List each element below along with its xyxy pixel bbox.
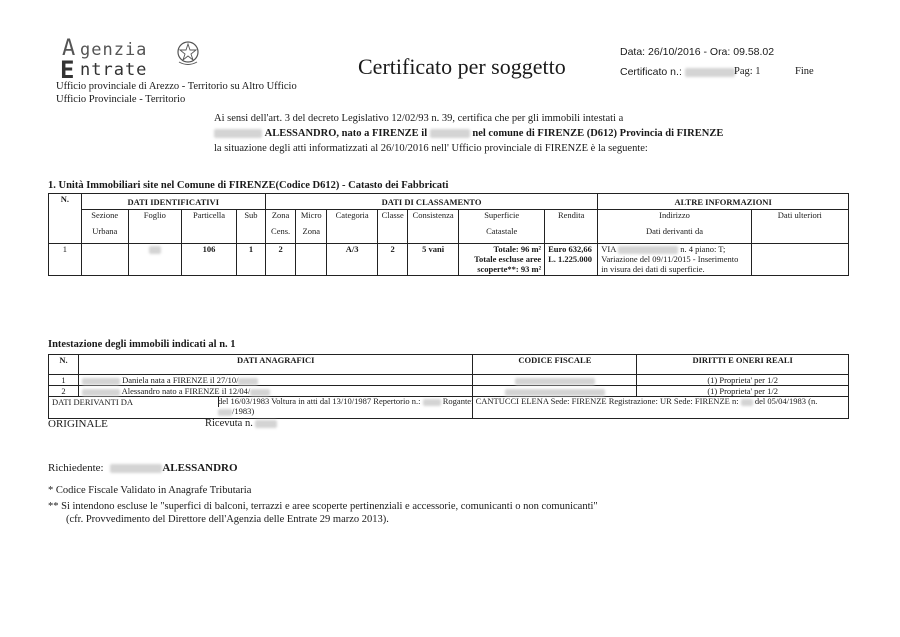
header-diritti: DIRITTI E ONERI REALI (637, 355, 849, 375)
col-categoria: Categoria (327, 210, 378, 244)
col-consistenza: Consistenza (408, 210, 459, 244)
row-categoria: A/3 (327, 244, 378, 276)
intro-line-1: Ai sensi dell'art. 3 del decreto Legislativo 12/02/93 n. 39, certifica che per gli immobili intestati a (214, 113, 624, 124)
properties-table (48, 193, 849, 276)
col-sub: Sub (237, 210, 266, 244)
row-sub: 1 (237, 244, 266, 276)
owner-codice-fiscale (473, 375, 637, 386)
logo-word-bottom: ntrate (80, 60, 148, 80)
intro-comune: nel comune di FIRENZE (D612) Provincia di FIRENZE (472, 128, 724, 139)
col-ulteriori: Dati ulteriori (751, 210, 848, 244)
office-line-1: Ufficio provinciale di Arezzo - Territorio su Altro Ufficio (56, 81, 297, 92)
col-classe: Classe (378, 210, 408, 244)
ricevuta-number: Ricevuta n. (205, 418, 277, 429)
section-1-title: 1. Unità Immobiliari site nel Comune di FIRENZE(Codice D612) - Catasto dei Fabbricati (48, 180, 449, 191)
row-superficie: Totale: 96 m² Totale escluse aree scoperte**: 93 m² (459, 244, 545, 276)
footnote-2: ** Si intendono escluse le "superfici di balconi, terrazzi e aree scoperte pertinenziali e accessorie, comunicanti o non comunicanti" (48, 501, 598, 512)
owner-name: Daniela nata a FIRENZE il 27/10/ (78, 375, 472, 386)
row-consistenza: 5 vani (408, 244, 459, 276)
row-micro-zona (296, 244, 327, 276)
date-time: Data: 26/10/2016 - Ora: 09.58.02 (620, 46, 775, 58)
header-identificativi: DATI IDENTIFICATIVI (81, 194, 265, 210)
owner-name: Alessandro nato a FIRENZE il 12/04/ (78, 386, 472, 397)
row-indirizzo: VIA n. 4 piano: T; Variazione del 09/11/2015 - Inserimento in visura dei dati di superficie. (598, 244, 751, 276)
table-row (49, 375, 849, 386)
table-row (49, 244, 849, 276)
office-line-2: Ufficio Provinciale - Territorio (56, 94, 186, 105)
logo-word-top: genzia (80, 40, 148, 60)
intro-name: ALESSANDRO, nato a FIRENZE il (264, 128, 428, 139)
end-marker: Fine (795, 66, 814, 77)
row-sezione (81, 244, 128, 276)
header-classamento: DATI DI CLASSAMENTO (265, 194, 598, 210)
owner-diritto: (1) Proprieta' per 1/2 (637, 375, 849, 386)
logo-letter-a: A (62, 36, 76, 61)
footnote-3: (cfr. Provvedimento del Direttore dell'Agenzia delle Entrate 29 marzo 2013). (66, 514, 389, 525)
emblem-icon (176, 40, 200, 66)
col-particella: Particella (181, 210, 236, 244)
intro-line-2 (214, 128, 723, 139)
col-foglio: Foglio (128, 210, 181, 244)
derivanti-label: DATI DERIVANTI DA (49, 397, 473, 419)
logo-letter-e: E (60, 56, 75, 84)
intro-line-3: la situazione degli atti informatizzati al 26/10/2016 nell' Ufficio provinciale di FIRENZE è la seguente: (214, 143, 648, 154)
header-anagrafici: DATI ANAGRAFICI (78, 355, 472, 375)
col-micro-zona: Micro Zona (296, 210, 327, 244)
header-n: N. (49, 355, 79, 375)
section-2-title: Intestazione degli immobili indicati al n. 1 (48, 339, 236, 350)
owner-codice-fiscale (473, 386, 637, 397)
certificate-number (620, 66, 735, 78)
richiedente-label: Richiedente: (48, 462, 104, 474)
row-rendita: Euro 632,66 L. 1.225.000 (545, 244, 598, 276)
owner-n: 1 (49, 375, 79, 386)
owner-n: 2 (49, 386, 79, 397)
col-indirizzo: Indirizzo Dati derivanti da (598, 210, 751, 244)
richiedente-name: ALESSANDRO (162, 462, 238, 474)
row-ulteriori (751, 244, 848, 276)
originale-label: ORIGINALE (48, 418, 108, 430)
col-rendita: Rendita (545, 210, 598, 244)
row-n: 1 (49, 244, 82, 276)
document-title: Certificato per soggetto (358, 54, 566, 79)
col-sezione: Sezione Urbana (81, 210, 128, 244)
row-zona-cens: 2 (265, 244, 296, 276)
col-zona-cens: Zona Cens. (265, 210, 296, 244)
page-number: Pag: 1 (734, 66, 761, 77)
col-superficie: Superficie Catastale (459, 210, 545, 244)
footnote-1: * Codice Fiscale Validato in Anagrafe Tributaria (48, 485, 252, 496)
derivanti-details: del 16/03/1983 Voltura in atti dal 13/10/1987 Repertorio n.: Rogante: CANTUCCI ELENA Sede: FIRENZE Registrazione: UR Sede: FIRENZE n: del 05/04/1983 (n. /1983) (218, 396, 818, 416)
row-particella: 106 (181, 244, 236, 276)
header-altre-info: ALTRE INFORMAZIONI (598, 194, 849, 210)
owner-diritto: (1) Proprieta' per 1/2 (637, 386, 849, 397)
row-foglio (128, 244, 181, 276)
header-n: N. (49, 194, 82, 244)
row-classe: 2 (378, 244, 408, 276)
richiedente (48, 462, 238, 474)
header-codice-fiscale: CODICE FISCALE (473, 355, 637, 375)
agency-logo (58, 38, 178, 82)
certificate-label: Certificato n.: (620, 66, 682, 78)
table-row (49, 386, 849, 397)
